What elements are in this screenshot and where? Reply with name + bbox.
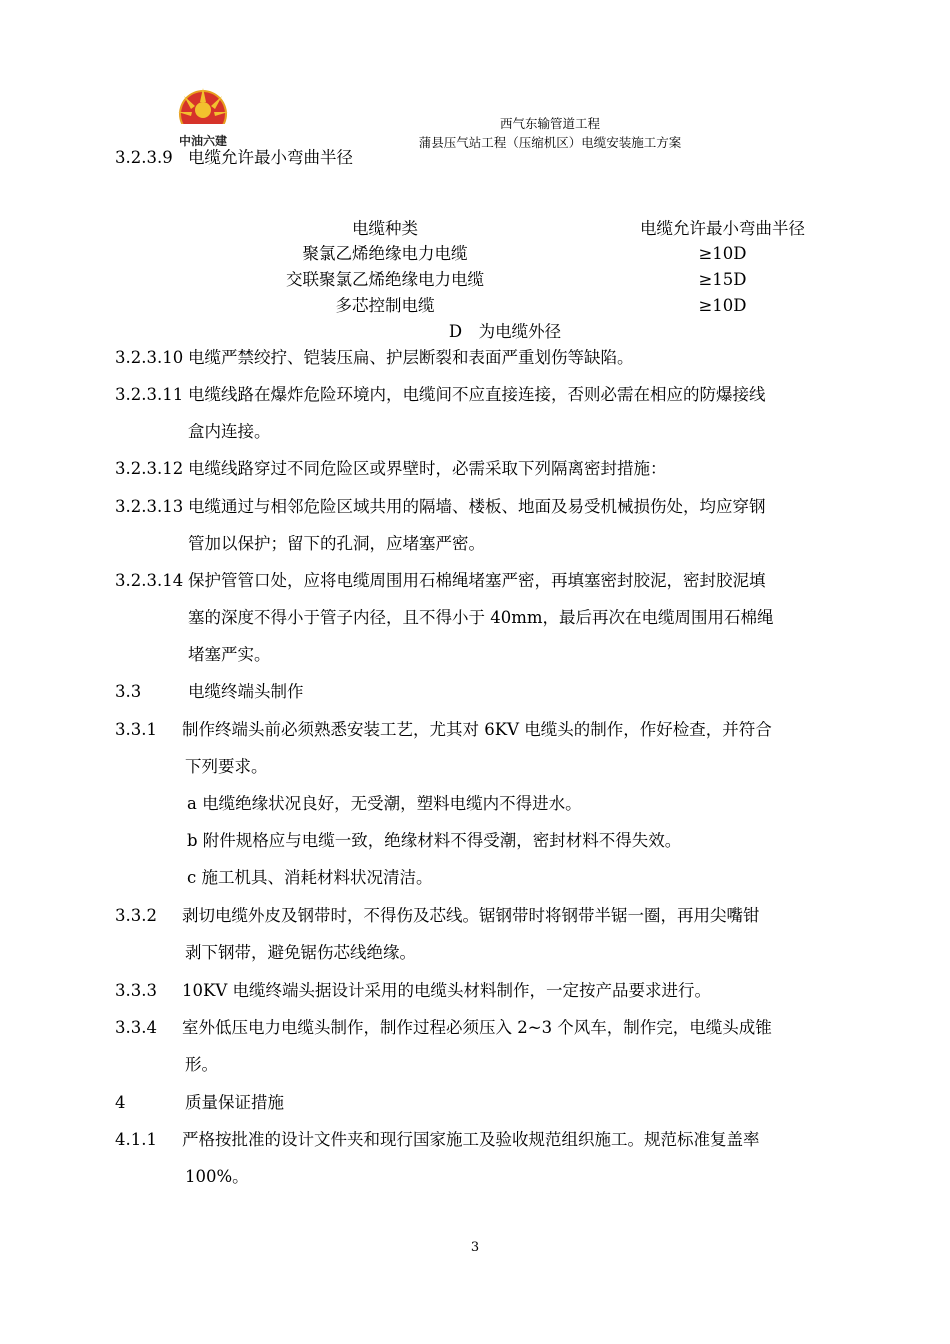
table-cell-type: 多芯控制电缆 <box>335 296 435 315</box>
header-document-title: 蒲县压气站工程（压缩机区）电缆安装施工方案 <box>418 135 682 150</box>
paragraph-number: 3.2.3.12 <box>115 459 184 478</box>
section-text: 电缆终端头制作 <box>188 682 304 701</box>
paragraph-line: 电缆严禁绞拧、铠装压扁、护层断裂和表面严重划伤等缺陷。 <box>188 348 634 367</box>
paragraph-line: 电缆线路在爆炸危险环境内，电缆间不应直接连接，否则必需在相应的防爆接线 <box>188 385 766 404</box>
paragraph-line: 10KV 电缆终端头据设计采用的电缆头材料制作，一定按产品要求进行。 <box>182 981 711 1000</box>
paragraph-line: 电缆通过与相邻危险区域共用的隔墙、楼板、地面及易受机械损伤处，均应穿钢 <box>188 497 766 516</box>
paragraph-line: 堵塞严实。 <box>188 645 271 664</box>
section-number: 3.3 <box>115 682 142 701</box>
paragraph-number: 3.3.4 <box>115 1018 157 1037</box>
section-text: 电缆允许最小弯曲半径 <box>188 148 353 167</box>
paragraph-line: 塞的深度不得小于管子内径，且不得小于 40mm，最后再次在电缆周围用石棉绳 <box>188 608 774 627</box>
section-number: 4 <box>115 1093 126 1112</box>
paragraph-line: 形。 <box>185 1055 218 1074</box>
section-number: 3.2.3.9 <box>115 148 173 167</box>
paragraph-number: 3.2.3.10 <box>115 348 184 367</box>
table-cell-type: 聚氯乙烯绝缘电力电缆 <box>302 244 468 263</box>
paragraph-line: 下列要求。 <box>185 757 268 776</box>
paragraph-number: 4.1.1 <box>115 1130 157 1149</box>
section-text: 质量保证措施 <box>185 1093 284 1112</box>
paragraph-line: 剥切电缆外皮及钢带时，不得伤及芯线。锯钢带时将钢带半锯一圈，再用尖嘴钳 <box>182 906 760 925</box>
paragraph-line: 电缆线路穿过不同危险区或界壁时，必需采取下列隔离密封措施： <box>188 459 667 478</box>
company-logo <box>170 80 236 150</box>
paragraph-number: 3.2.3.11 <box>115 385 184 404</box>
paragraph-line: 制作终端头前必须熟悉安装工艺，尤其对 6KV 电缆头的制作，作好检查，并符合 <box>182 720 772 739</box>
table-cell-type: 交联聚氯乙烯绝缘电力电缆 <box>286 270 484 289</box>
table-cell-radius: ≥15D <box>698 270 747 289</box>
table-note: D 为电缆外径 <box>448 322 562 341</box>
page-number: 3 <box>470 1240 480 1255</box>
paragraph-number: 3.2.3.13 <box>115 497 184 516</box>
paragraph-line: 盒内连接。 <box>188 422 271 441</box>
table-cell-radius: ≥10D <box>698 244 747 263</box>
paragraph-number: 3.3.2 <box>115 906 157 925</box>
paragraph-number: 3.2.3.14 <box>115 571 184 590</box>
paragraph-line: 100%。 <box>185 1167 249 1186</box>
list-item: a 电缆绝缘状况良好，无受潮，塑料电缆内不得进水。 <box>187 794 582 813</box>
list-item: b 附件规格应与电缆一致，绝缘材料不得受潮，密封材料不得失效。 <box>187 831 682 850</box>
table-header-radius: 电缆允许最小弯曲半径 <box>640 219 805 238</box>
paragraph-line: 保护管管口处，应将电缆周围用石棉绳堵塞严密，再填塞密封胶泥，密封胶泥填 <box>188 571 766 590</box>
paragraph-line: 室外低压电力电缆头制作，制作过程必须压入 2~3 个风车，制作完，电缆头成锥 <box>182 1018 772 1037</box>
paragraph-number: 3.3.1 <box>115 720 157 739</box>
paragraph-line: 剥下钢带，避免锯伤芯线绝缘。 <box>185 943 416 962</box>
logo-sun-icon <box>170 80 236 132</box>
paragraph-line: 管加以保护；留下的孔洞，应堵塞严密。 <box>188 534 485 553</box>
list-item: c 施工机具、消耗材料状况清洁。 <box>187 868 433 887</box>
paragraph-line: 严格按批准的设计文件夹和现行国家施工及验收规范组织施工。规范标准复盖率 <box>182 1130 760 1149</box>
table-cell-radius: ≥10D <box>698 296 747 315</box>
header-project-title: 西气东输管道工程 <box>499 116 600 131</box>
table-header-type: 电缆种类 <box>352 219 418 238</box>
paragraph-number: 3.3.3 <box>115 981 157 1000</box>
logo-text: 中油六建 <box>178 134 227 148</box>
